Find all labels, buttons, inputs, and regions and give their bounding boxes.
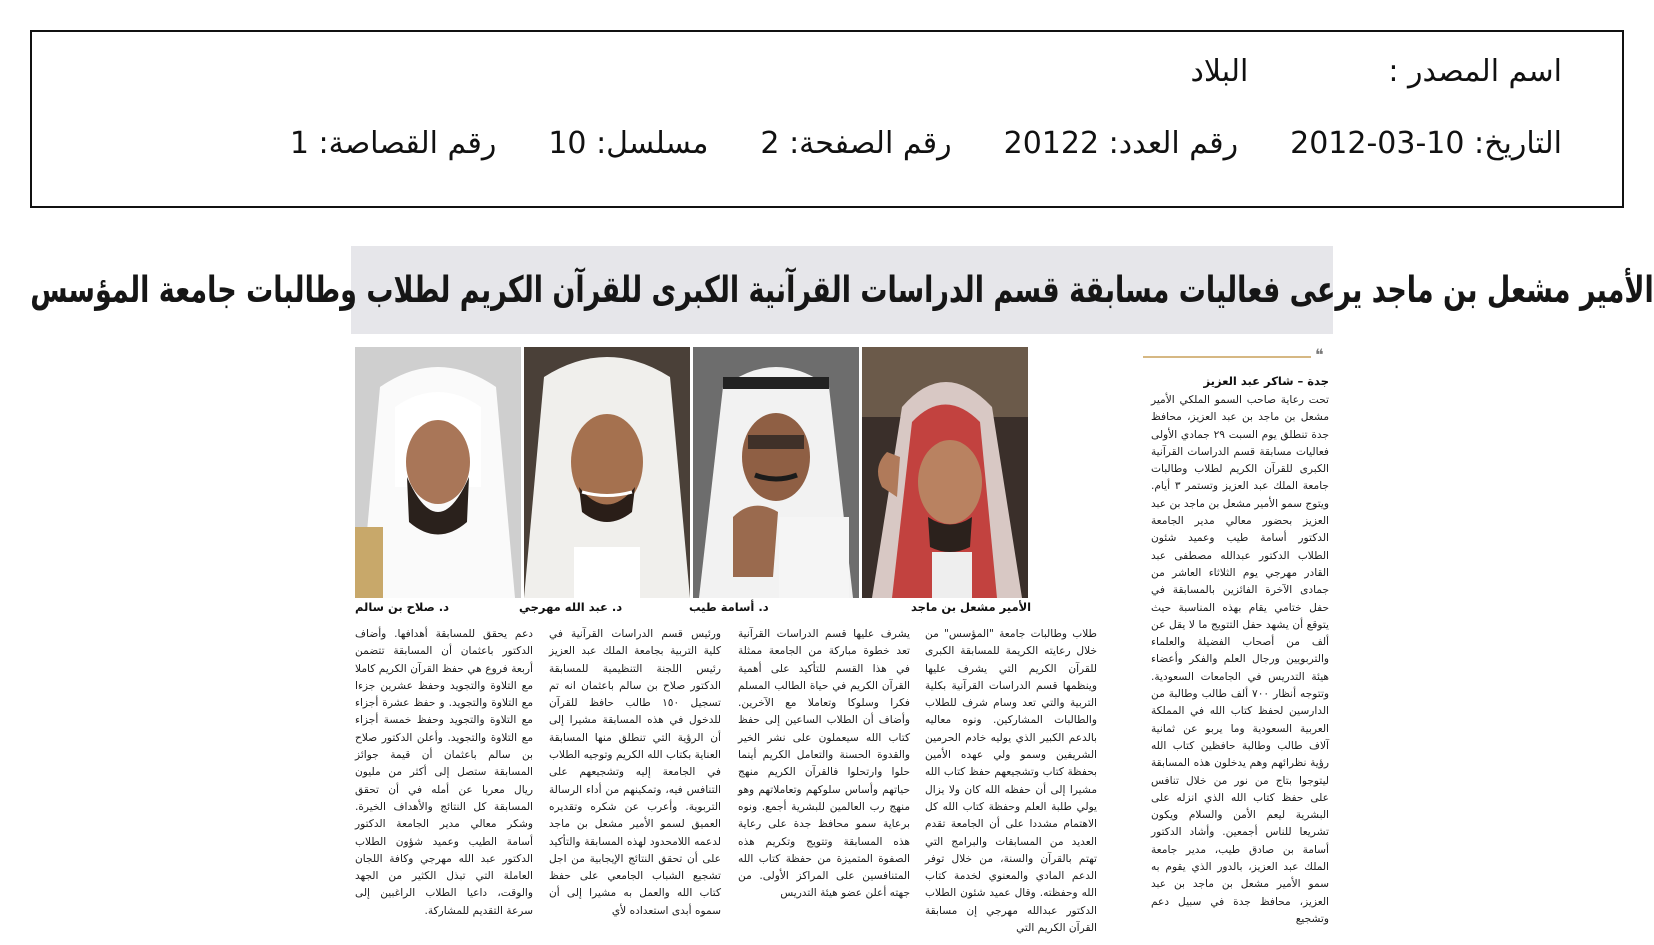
serial-value: 10 [548,126,587,161]
column-text: طلاب وطالبات جامعة "المؤسس" من خلال رعايته الكريمة للمسابقة الكبرى للقرآن الكريم التي يشرف عليها وينظمها قسم الدراسات القرآنية بكلية التربية والتي تعد وسام شرف للطلاب والطالبات المشاركين. ونوه معاليه بالدعم الكبير الذي يوليه خادم الحرمين الشريفين وسمو ولي عهده الأمين بحفظة كتاب وتشجيعهم حفظ كتاب الله مشيرا إلى أن حفظه الله كان ولا يزال يولي طلبة العلم وحفظة كتاب الله كل الاهتمام مشددا على أن الجامعة تقدم العديد من المسابقات والبرامج التي تهتم بالقرآن والسنة، من خلال توفر الدعم المادي والمعنوي لخدمة كتاب الله وحفظته. وقال عميد شئون الطلاب الدكتور عبدالله مهرجي إن مسابقة القرآن الكريم التي [925,628,1097,935]
issue-label: رقم العدد: [1108,126,1239,161]
column-text: يشرف عليها قسم الدراسات القرآنية تعد خطوة مباركة من الجامعة ممثلة في هذا القسم للتأكيد على أهمية القرآن الكريم في حياة الطالب المسلم فكرا وسلوكا وتعاملا مع الآخرين. وأضاف أن الطلاب الساعين إلى حفظ كتاب الله سيعملون على نشر الخير والقدوة الحسنة والتعامل الكريم أينما حلوا وارتحلوا فالقرآن الكريم منهج حياتهم وأساس سلوكهم وتعاملاتهم وهو منهج رب العالمين للبشرية أجمع. ونوه برعاية سمو محافظ جدة على رعاية هذه المسابقة وتتويج وتكريم هذه الصفوة المتميزة من حفظة كتاب الله المتنافسين على المراكز الأولى. من جهته أعلن عضو هيئة التدريس [738,628,910,900]
article-column-3 [738,626,910,932]
photo-osama-tayeb [693,347,859,598]
article-column-4 [549,626,721,932]
newspaper-clipping [30,246,1654,935]
photo-prince-mishaal [862,347,1028,598]
source-label: اسم المصدر : [1388,54,1562,89]
article-byline: جدة – شاكر عبد العزيز [1203,374,1329,388]
caption-prince-mishaal: الأمير مشعل بن ماجد [911,600,1032,614]
source-line [1191,54,1562,89]
caption-salah-bin-salem: د. صلاح بن سالم [355,600,450,614]
headline-bar [30,246,1654,334]
clip-value: 1 [289,126,309,161]
date-value: 2012-03-10 [1290,126,1465,161]
date-label: التاريخ: [1474,126,1562,161]
clipping-metadata-box [30,30,1624,208]
svg-text:❝: ❝ [1315,345,1324,364]
issue-value: 20122 [1003,126,1100,161]
article-headline: الأمير مشعل بن ماجد يرعى فعاليات مسابقة قسم الدراسات القرآنية الكبرى للقرآن الكريم لطلاب وطالبات جامعة المؤسس [30,269,1654,311]
quote-mark-rule [1143,345,1333,364]
article-column-1 [1151,392,1329,932]
caption-osama-tayeb: د. أسامة طيب [689,600,769,614]
page-label: رقم الصفحة: [789,126,952,161]
caption-abdullah-mahraji: د. عبد الله مهرجي [519,600,623,614]
column-text: ورئيس قسم الدراسات القرآنية في كلية التربية بجامعة الملك عبد العزيز رئيس اللجنة التنظيمية للمسابقة الدكتور صلاح بن سالم باعثمان انه تم تسجيل ١٥٠ طالب حافظ للقرآن للدخول في هذه المسابقة مشيرا إلى أن الرؤية التي تنطلق منها المسابقة العناية بكتاب الله الكريم وتوجيه الطلاب في الجامعة إليه وتشجيعهم على التنافس فيه، وتمكينهم من أداء الرسالة التربوية. وأعرب عن شكره وتقديره العميق لسمو الأمير مشعل بن ماجد لدعمه اللامحدود لهذه المسابقة والتأكيد على أن تحقق النتائج الإيجابية من اجل تشجيع الشباب الجامعي على حفظ كتاب الله والعمل به مشيرا إلى أن سموه أبدى استعداده لأي [549,628,722,917]
page-value: 2 [760,126,780,161]
source-value: البلاد [1190,54,1249,89]
column-text: تحت رعاية صاحب السمو الملكي الأمير مشعل بن ماجد بن عبد العزيز، محافظ جدة تنطلق يوم السبت ٢٩ جمادي الأولى فعاليات مسابقة قسم الدراسات القرآنية الكبرى للقرآن الكريم لطلاب وطالبات جامعة الملك عبد العزيز وتستمر ٣ أيام. ويتوج سمو الأمير مشعل بن ماجد بن عبد العزيز بحضور معالي مدير الجامعة الدكتور أسامة طيب وعميد شئون الطلاب الدكتور عبدالله مصطفى عبد القادر مهرجي يوم الثلاثاء العاشر من جمادى الآخرة الفائزين بالمسابقة في حفل ختامي يقام بهذه المناسبة حيث يتوقع أن يشهد حفل التتويج ما لا يقل عن ألف من أصحاب الفضيلة والعلماء والتربويين ورجال العلم والفكر وأعضاء هيئة التدريس في الجامعات السعودية. وتتوجه أنظار ٧٠٠ ألف طالب وطالبة من الدارسين لحفظ كتاب الله في المملكة العربية السعودية وما يربو عن ثمانية آلاف طالب وطالبة حافظين كتاب الله رؤية نظرائهم وهم يدخلون هذه المسابقة ليتوجوا بتاج من نور من خلال تنافس على حفظ كتاب الله الذي انزله على البشرية ليعم الأمن والسلام ويكون تشريعا للناس أجمعين. وأشاد الدكتور أسامة بن صادق طيب، مدير جامعة الملك عبد العزيز، بالدور الذي يقوم به سمو الأمير مشعل بن ماجد بن عبد العزيز، محافظ جدة في سبيل دعم وتشجيع [1151,394,1330,925]
clip-label: رقم القصاصة: [318,126,497,161]
photo-abdullah-mahraji [524,347,690,598]
photo-salah-bin-salem [355,347,521,598]
article-column-5 [355,626,533,932]
column-text: دعم يحقق للمسابقة أهدافها. وأضاف الدكتور باعثمان أن المسابقة تتضمن أربعة فروع هي حفظ القرآن الكريم كاملا مع التلاوة والتجويد وحفظ عشرين جزءا مع التلاوة والتجويد. و حفظ عشرة أجزاء مع التلاوة والتجويد وحفظ خمسة أجزاء مع التلاوة والتجويد. وأعلن الدكتور صلاح بن سالم باعثمان أن قيمة جوائز المسابقة ستصل إلى أكثر من مليون ريال معربا عن أمله في أن تحقق المسابقة كل النتائج والأهداف الخيرة. وشكر معالي مدير الجامعة الدكتور أسامة الطيب وعميد شؤون الطلاب الدكتور عبد الله مهرجي وكافة اللجان العاملة التي تبذل الكثير من الجهد والوقت، داعيا الطلاب الراغبين إلى سرعة التقديم للمشاركة. [355,628,533,917]
issue-info-line [290,126,1562,161]
serial-label: مسلسل: [596,126,709,161]
article-column-2 [925,626,1097,935]
